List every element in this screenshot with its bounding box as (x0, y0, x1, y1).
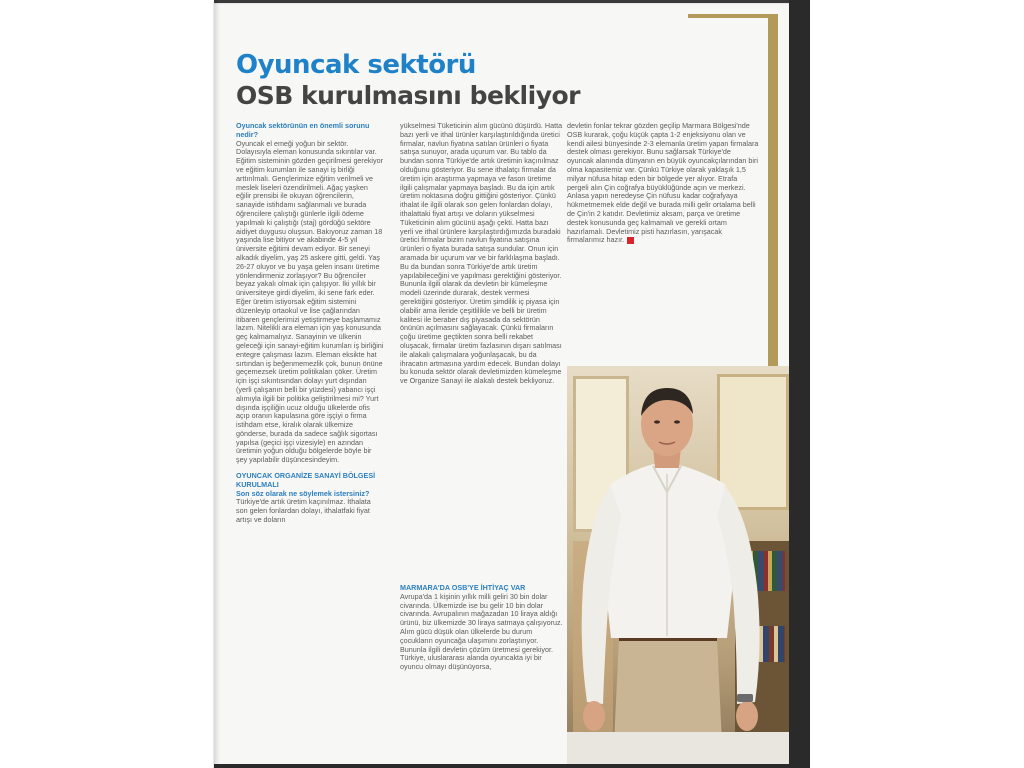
subheading-marmara: MARMARA'DA OSB'YE İHTİYAÇ VAR (400, 583, 526, 592)
page-bottom-edge (214, 764, 810, 768)
column-2-tail: Avrupa'da 1 kişinin yıllık milli geliri 30 bin dolar civarında. Ülkemizde ise bu gelir 10 bin dolar civarında. Avrupalının mağazadan 10 liraya aldığı ürünü, biz ülkemizde 30 liraya satmaya çalışıyoruz. Alım gücü düşük olan ülkelerde bu durum çocukların oyuncağa ulaşımını zorlaştırıyor. Bununla ilgili devletin çözüm üretmesi gerekiyor. Türkiye, uluslararası alanda oyuncakta iyi bir oyuncu olmayı düşünüyorsa, (400, 591, 563, 672)
column-3-body: devletin fonlar tekrar gözden geçilip Marmara Bölgesi'nde OSB kurarak, çoğu küçük çapta 1-2 enjeksiyonu olan ve kendi ailesi bünyesinde 2-3 elemanla üretim yapan firmalara destek olması gerekiyor. Bunu sağlarsak Türkiye'de oyuncak alanında dünyanın en büyük oyuncakçılarından biri olma kapasitemiz var. Çünkü Türkiye olarak yaklaşık 1,5 milyar nüfusa hitap eden bir bölgede yer alıyor. Etrafa pergeli alın Çin coğrafya büyüklüğünde açın ve merkezi. Anlasa yapın neredeyse Çin nüfusu kadar coğrafyaya hükmetmemek elde değil ve burada milli gelir ortalama belli de Çin'in 2 katıdır. Devletimiz aksam, parça ve üretime destek konusunda geç kalmamalı ve gerekli ortam hazırlamalı. Devletimiz pisti hazırlasın, yarışacak firmalarımız hazır. (567, 122, 759, 245)
column-1-body: Oyuncak el emeği yoğun bir sektör. Dolayısıyla eleman konusunda sıkıntılar var. Eğitim sisteminin gözden geçirilmesi gerekiyor ve eğitim kurumları ile sanayi iş birliği arttırılmalı. Gençlerimize eğitim verilmeli ve meslek liseleri özendirilmeli. Ağaç yaşken eğilir prensibi ile okuyan öğrencilerin, sanayide istihdamı sağlanmalı ve burada öğrencilere çalıştığı günlerle ilgili ödeme yapılmalı ki çalıştığı (staj) gördüğü sektöre aidiyet duygusu oluşsun. Bakıyoruz zaman 18 yaşında lise bitiyor ve akabinde 4-5 yıl üniversite eğitimi devam ediyor. Bir seneyi alkadık diyelim, yaş 25 askere gitti, geldi. Yaş 26-27 oluyor ve bu yaşa gelen insanı üretime yönlendirmeniz zorlaşıyor? Bu öğrenciler beyaz yakalı olmak için çalışıyor. İki yıllık bir üniversiteye girdi diyelim, iki sene fark eder. Eğer üretim istiyorsak eğitim sistemini düzenleyip ortaokul ve lise çağlarından itibaren gençlerimizi yetiştirmeye başlamamız lazım. Nitelikli ara eleman için yaş konusunda geç kalmamalıyız. Sanayinin ve ülkenin geleceği için sanayi-eğitim kurumları iş birliğini entegre çalışması lazım. Eleman eksikte hat sırtından iş beğenmemezlik çok, bunun önüne geçemezsek üretim politikaları çöker. Üretim için işçi sıkıntısından dolayı yurt dışından (yerli çalışanın belli bir yüzdesi) yabancı işçi alımıyla ilgili bir politika geliştirilmesi mi? Yurt dışında işçiliğin ucuz olduğu ülkelerde ofis açıp oranın kapulasına göre işçiyi o firma istihdam etse, kiralık olarak ülkemize gönderse, burada da sadece sağlık sigortası yapılsa (geçici işçi vizesiyle) en azından üretimin yoğun olduğu bölgelerde böyle bir şey yapılabilir düşüncesindeyim. (236, 138, 384, 465)
gold-accent-horizontal (688, 14, 778, 18)
end-mark-icon (627, 237, 634, 244)
photo-desk (567, 732, 789, 764)
question-2: Son söz olarak ne söylemek istersiniz? (236, 488, 370, 498)
gold-accent-vertical (768, 14, 778, 368)
headline-line-2: OSB kurulmasını bekliyor (236, 81, 580, 110)
page-shadow (214, 0, 220, 768)
question-1: Oyuncak sektörünün en önemli sorunu nedir? (236, 122, 370, 139)
subheading-osb: OYUNCAK ORGANİZE SANAYİ BÖLGESİ KURULMALI (236, 471, 376, 489)
column-1-tail: Türkiye'de artık üretim kaçınılmaz. İthalata son gelen fonlardan dolayı, ithalatfaki fiyat artışı ve doların (236, 497, 371, 525)
page-spine (789, 0, 810, 768)
column-3 (567, 122, 759, 360)
column-2-lower (400, 580, 563, 723)
column-2-body: yükselmesi Tüketicinin alım gücünü düşürdü. Hatta bazı yerli ve ithal ürünler karşılaştırıldığında üretici firmalar, navlun fiyatına satılan ürünleri o fiyata satışa sunuyor, arada uçurum var. Bu tablo da bundan sonra Türkiye'de artık üretimin kaçınılmaz olduğunu gösteriyor. Bu sene ithalatçı firmalar da üretim için araştırma yapmaya ve fason üretime ilgili çalışmalar yapmaya başladı. Bu da için artık üretim noktasına doğru gittiğini gösteriyor. Çünkü ithalat ile ilgili olarak son gelen fonlardan dolayı, ithalattaki fiyat artışı ve doların yükselmesi Tüketicinin alım gücünü aşağı çekti. Hatta bazı yerli ve ithal ürünlere karşılaştırdığımızda buradaki üretici firmalar bizim navlun fiyatına satışına ürünleri o fiyata burada satışa sundular. Onun için aramada bir uçurum var ve bir farklılaşma başladı. Bu da bundan sonra Türkiye'de artık üretim yapılabileceğini ve yapılması gerektiğini gösteriyor. Bununla ilgili olarak da devletin bir kümeleşme modeli üzerinde durarak, destek vermesi gerektiğini gösteriyor. Üretim şimdilik iç piyasa için olabilir ama ileride çeşitlilikle ve belli bir üretim kalitesi ile beraber dış piyasada da sektörün önünün açılmasını sağlayacak. Çünkü firmaların çoğu üretime geçtikten sonra belli rekabet oluşacak, firmalar üretim fazlasının dışarı satılması ile alakalı çalışmalara yoğunlaşacak, bu da ihracatın artmasına yardım edecek. Bundan dolayı bu konuda sektör olarak devletimizden kümeleşme ve Organize Sanayi ile alakalı destek bekliyoruz. (400, 122, 563, 386)
column-2 (400, 122, 563, 572)
column-1 (236, 122, 384, 722)
headline-line-1: Oyuncak sektörü (236, 50, 476, 80)
man-figure (567, 366, 789, 764)
portrait-photo (567, 366, 789, 764)
